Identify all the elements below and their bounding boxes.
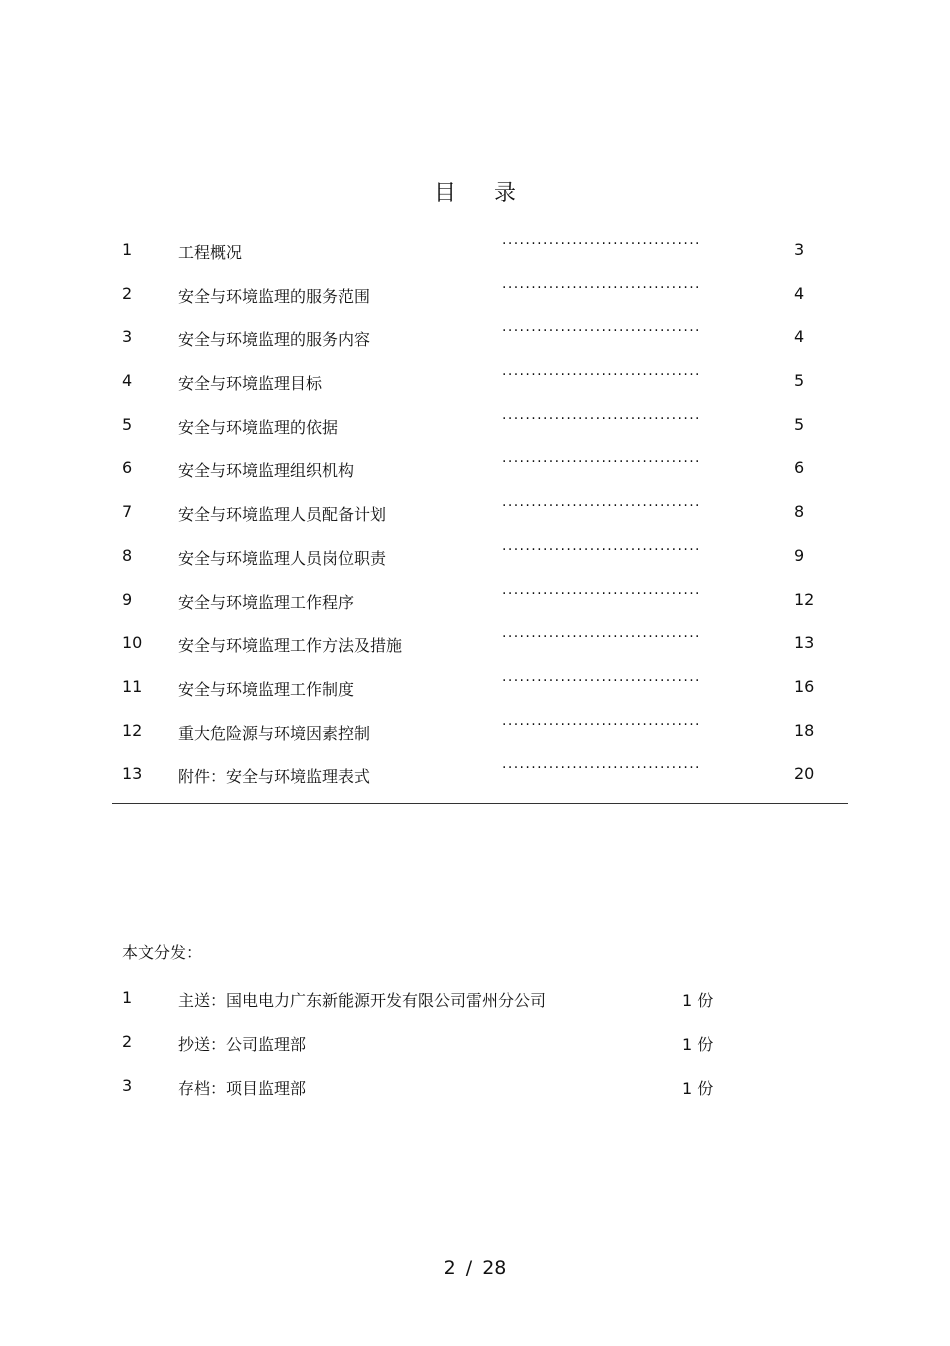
toc-item-title: 安全与环境监理的服务范围 (178, 286, 371, 306)
toc-row[interactable] (0, 447, 950, 491)
toc-row[interactable] (0, 491, 950, 535)
toc-row[interactable] (0, 622, 950, 666)
toc-item-title: 安全与环境监理的依据 (178, 417, 339, 437)
page-number-indicator: 2 / 28 (443, 1257, 507, 1279)
toc-item-number: 7 (122, 502, 133, 522)
toc-leader-dots: ·································· (502, 629, 701, 646)
toc-title: 目录 (433, 181, 554, 206)
toc-leader-dots: ·································· (502, 541, 701, 558)
toc-leader-dots: ·································· (502, 716, 701, 733)
toc-item-page: 4 (794, 327, 805, 347)
toc-item-number: 5 (122, 414, 133, 434)
toc-row[interactable] (0, 666, 950, 710)
toc-item-number: 13 (122, 764, 143, 784)
distribution-heading: 本文分发： (122, 943, 203, 962)
toc-item-title: 安全与环境监理的服务内容 (178, 330, 371, 350)
toc-item-title: 工程概况 (178, 243, 243, 262)
toc-item-number: 9 (122, 589, 133, 609)
toc-leader-dots: ·································· (502, 410, 701, 427)
toc-leader-dots: ·································· (502, 236, 701, 252)
toc-leader-dots: ·································· (502, 760, 701, 777)
toc-row[interactable] (0, 316, 950, 360)
toc-item-title: 安全与环境监理工作方法及措施 (178, 636, 403, 656)
toc-row[interactable] (0, 579, 950, 623)
toc-item-page: 5 (794, 371, 805, 391)
toc-leader-dots: ·································· (502, 279, 701, 296)
distribution-item-copies: 1 份 (682, 1035, 714, 1054)
toc-row[interactable] (0, 404, 950, 448)
toc-leader-dots: ·································· (502, 672, 701, 689)
toc-row[interactable] (0, 535, 950, 579)
toc-item-page: 18 (794, 720, 815, 740)
toc-item-title: 安全与环境监理人员岗位职责 (178, 548, 387, 568)
toc-item-title: 安全与环境监理目标 (178, 374, 323, 394)
toc-item-page: 5 (794, 414, 805, 434)
distribution-row (0, 1065, 950, 1109)
toc-item-title: 安全与环境监理工作制度 (178, 679, 355, 699)
toc-item-page: 4 (794, 283, 805, 303)
toc-item-page: 12 (794, 589, 815, 609)
toc-item-page: 8 (794, 502, 805, 522)
distribution-list (0, 977, 950, 1109)
toc-item-number: 10 (122, 633, 143, 653)
toc-item-title: 安全与环境监理人员配备计划 (178, 505, 387, 525)
toc-item-page: 16 (794, 676, 815, 696)
toc-item-page: 6 (794, 458, 805, 478)
toc-item-page: 20 (794, 764, 815, 784)
toc-item-title: 安全与环境监理组织机构 (178, 461, 355, 481)
toc-item-title: 重大危险源与环境因素控制 (178, 723, 371, 743)
distribution-item-number: 1 (122, 988, 133, 1007)
toc-row[interactable] (0, 273, 950, 317)
toc-item-number: 11 (122, 676, 143, 696)
toc-list (0, 229, 950, 797)
toc-leader-dots: ·································· (502, 585, 701, 602)
toc-item-number: 6 (122, 458, 133, 478)
toc-item-number: 3 (122, 327, 133, 347)
toc-row[interactable] (0, 753, 950, 797)
toc-item-number: 4 (122, 371, 133, 391)
distribution-item-recipient: 主送：国电电力广东新能源开发有限公司雷州分公司 (178, 991, 547, 1010)
horizontal-divider (112, 803, 848, 804)
toc-item-page: 3 (794, 240, 805, 259)
toc-item-title: 附件：安全与环境监理表式 (178, 767, 371, 787)
toc-item-number: 12 (122, 720, 143, 740)
toc-item-page: 13 (794, 633, 815, 653)
toc-item-number: 8 (122, 545, 133, 565)
toc-row[interactable] (0, 360, 950, 404)
toc-item-number: 2 (122, 283, 133, 303)
distribution-row (0, 977, 950, 1021)
distribution-item-number: 2 (122, 1032, 133, 1051)
distribution-row (0, 1021, 950, 1065)
toc-leader-dots: ·································· (502, 367, 701, 384)
toc-row[interactable] (0, 710, 950, 754)
toc-leader-dots: ·································· (502, 454, 701, 471)
distribution-item-copies: 1 份 (682, 1079, 714, 1098)
distribution-item-recipient: 抄送：公司监理部 (178, 1035, 307, 1054)
distribution-item-recipient: 存档：项目监理部 (178, 1079, 307, 1098)
toc-row[interactable] (0, 229, 950, 273)
distribution-item-copies: 1 份 (682, 991, 714, 1010)
toc-leader-dots: ·································· (502, 498, 701, 515)
toc-item-title: 安全与环境监理工作程序 (178, 592, 355, 612)
toc-item-page: 9 (794, 545, 805, 565)
distribution-item-number: 3 (122, 1076, 133, 1095)
toc-item-number: 1 (122, 240, 133, 259)
toc-leader-dots: ·································· (502, 323, 701, 340)
